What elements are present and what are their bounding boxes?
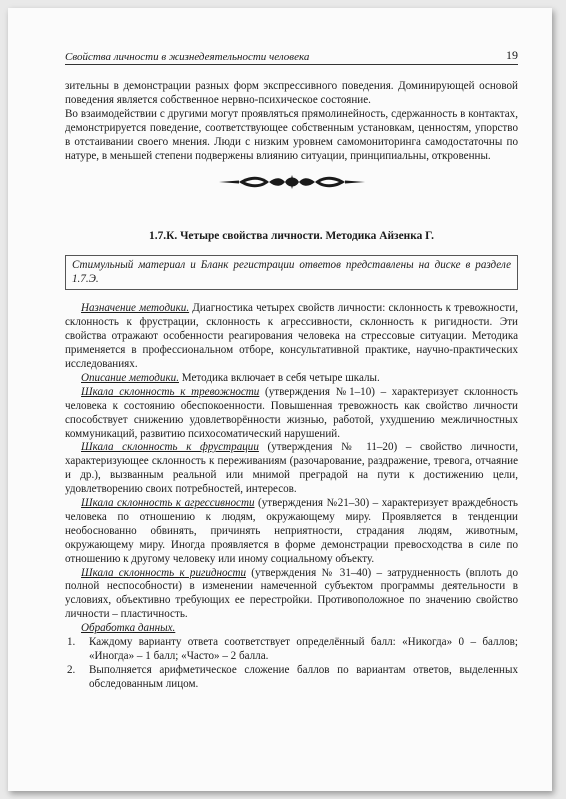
ornament-flourish-icon (217, 174, 367, 190)
scale-rigidity-text: (утверждения № 31–40) – затрудненность (вплоть до полной неспособности) в изменении намеченной субъектом программы деятельности в условиях, объективно требующих ее перестройки. Противоположное по значению свойство личности – пластичность. (65, 566, 518, 621)
ornament-divider (65, 174, 518, 190)
scale-aggression-paragraph (65, 497, 518, 567)
purpose-text: Диагностика четырех свойств личности: склонность к тревожности, склонность к фрустрации, склонность к агрессивности, склонность к ригидности. Эти свойства отражают особенности реагирования человека на стрессовые ситуации. Методика применяется в профессиональном отборе, консультативной практике, научно-практических исследованиях. (65, 302, 518, 370)
purpose-label: Назначение методики. (81, 302, 190, 315)
running-header (65, 48, 518, 65)
scale-rigidity-paragraph (65, 567, 518, 623)
scale-frustration-label: Шкала склонность к фрустрации (81, 441, 259, 454)
description-paragraph (65, 372, 518, 386)
step-number: 1. (67, 636, 76, 649)
processing-steps (65, 636, 518, 692)
processing-heading (65, 622, 518, 636)
list-item (65, 664, 518, 692)
running-header-title: Свойства личности в жизнедеятельности человека (65, 51, 310, 63)
section-heading: 1.7.К. Четыре свойства личности. Методика Айзенка Г. (149, 230, 434, 243)
scale-frustration-paragraph (65, 441, 518, 497)
page-number: 19 (506, 48, 518, 62)
book-page (8, 8, 552, 791)
list-item (65, 636, 518, 664)
description-label: Описание методики. (81, 371, 179, 384)
scale-rigidity-label: Шкала склонность к ригидности (81, 566, 247, 579)
processing-label: Обработка данных. (81, 622, 176, 635)
scale-aggression-text: (утверждения №21–30) – характеризует враждебность человека по отношению к людям, окружающему миру. Проявляется в тенденции необоснованно обвинять, причинять неприятности, страдания людям, животным, окружающему миру. Иногда проявляется в форме демонстрации превосходства в силе по отношению к другому человеку или иному социальному объекту. (65, 497, 518, 565)
scale-anxiety-text: (утверждения №1–10) – характеризует склонность человека к состоянию обеспокоенности. Повышенная тревожность как свойство личности способствует снижению удовлетворённости жизнью, работой, ухудшению межличностных коммуникаций, развитию психосоматический нарушений. (65, 385, 518, 440)
scale-anxiety-label: Шкала склонность к тревожности (81, 385, 260, 398)
purpose-paragraph (65, 302, 518, 372)
intro-paragraph-2: Во взаимодействии с другими могут проявляться прямолинейность, сдержанность в контактах, демонстрируется поведение, соответствующее собственным установкам, ценностям, упорство в отстаивании своего мнения. Люди с низким уровнем самомониторинга самодостаточны по натуре, в меньшей степени подвержены влиянию ситуации, принципиальны, откровенны. (65, 107, 518, 162)
step-text: Выполняется арифметическое сложение баллов по вариантам ответов, выделенных обследованным лицом. (89, 663, 518, 690)
scale-frustration-text: (утверждения № 11–20) – свойство личности, характеризующее склонность к переживаниям (разочарование, раздражение, тревога, отчаяние и др.), вызванным реальной или мнимой преградой на пути к достижению цели, удовлетворению своих потребностей, интересов. (65, 441, 518, 496)
description-text: Методика включает в себя четыре шкалы. (178, 371, 380, 384)
step-number: 2. (67, 663, 76, 676)
scale-anxiety-paragraph (65, 386, 518, 442)
intro-paragraph-1: зительны в демонстрации разных форм экспрессивного поведения. Доминирующей основой поведения является собственное нервно-психическое состояние. (65, 80, 518, 106)
page-body (65, 80, 518, 692)
step-text: Каждому варианту ответа соответствует определённый балл: «Никогда» 0 – баллов; «Иногда» – 1 балл; «Часто» – 2 балла. (89, 636, 518, 662)
stimulus-material-note: Стимульный материал и Бланк регистрации ответов представлены на диске в разделе 1.7.Э. (65, 255, 518, 290)
scale-aggression-label: Шкала склонность к агрессивности (81, 497, 255, 510)
